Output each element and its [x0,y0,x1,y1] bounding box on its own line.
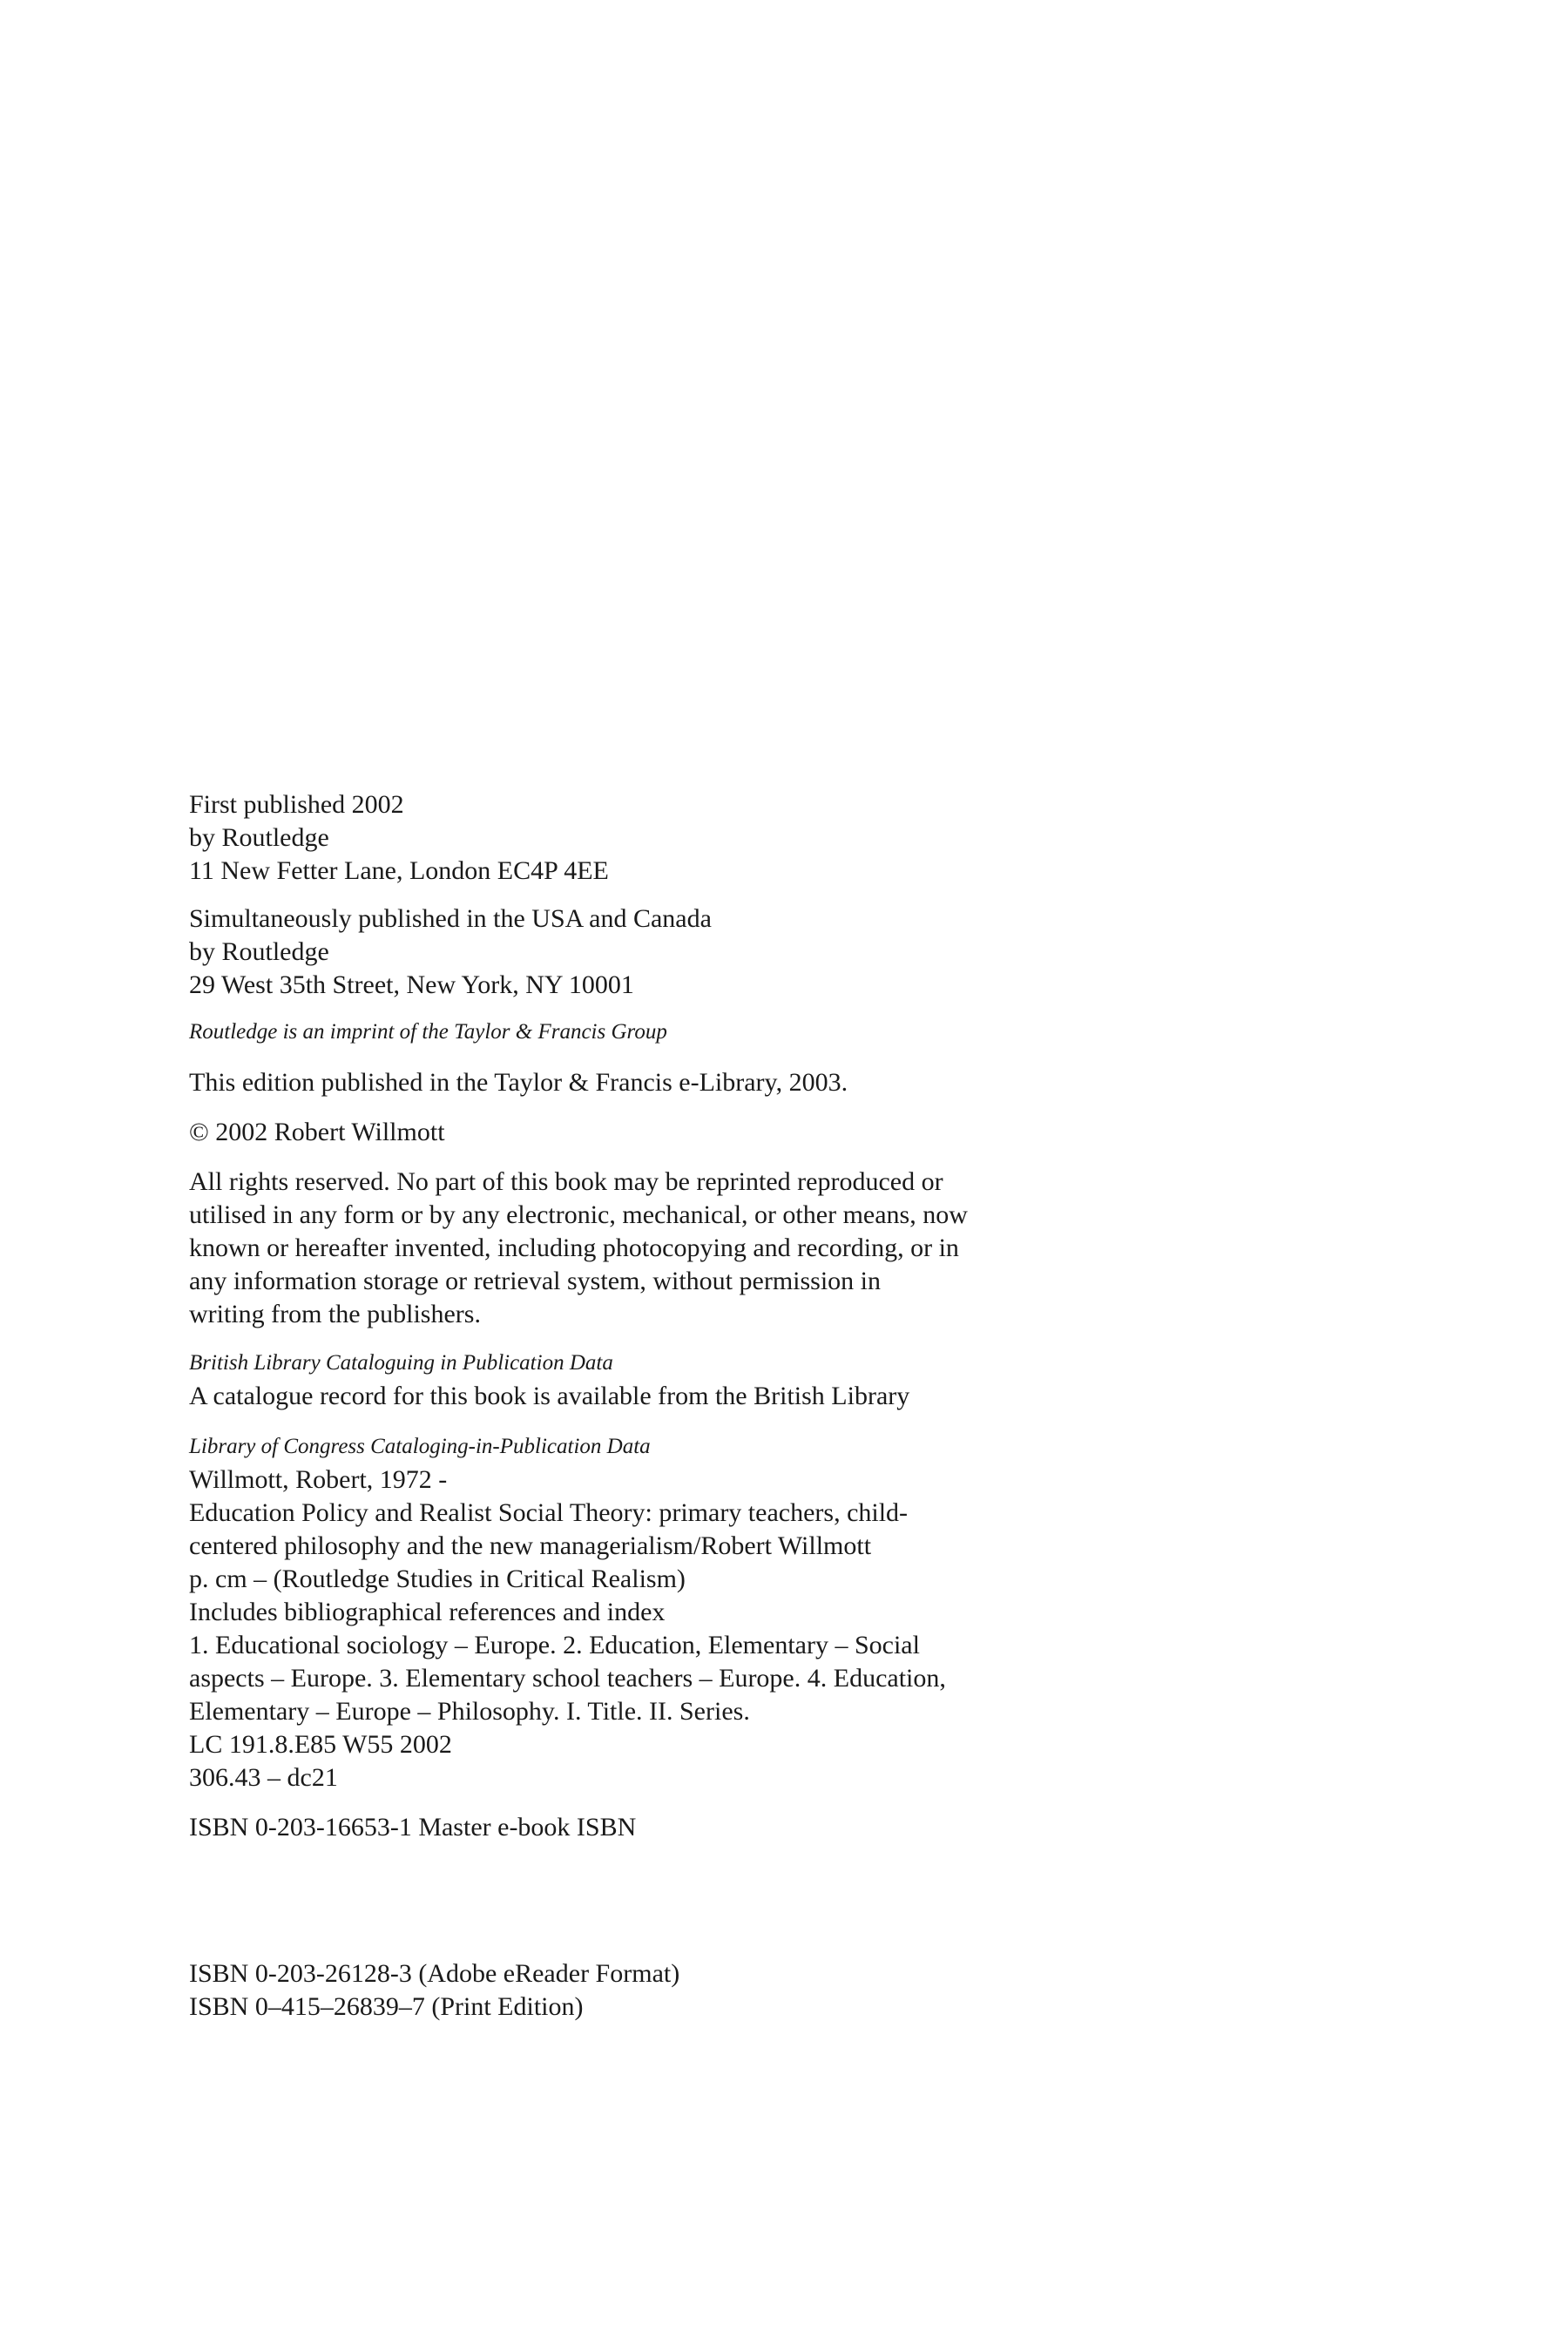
isbn-ereader-line: ISBN 0-203-26128-3 (Adobe eReader Format) [189,1959,680,1988]
cip-line: p. cm – (Routledge Studies in Critical Realism) [189,1565,686,1593]
library-of-congress-block [189,1430,1147,1794]
rights-block [189,1166,1147,1331]
usa-publisher-line: by Routledge [189,937,329,966]
cip-line: Elementary – Europe – Philosophy. I. Title. II. Series. [189,1697,750,1726]
london-address-line: 11 New Fetter Lane, London EC4P 4EE [189,856,609,885]
rights-line: writing from the publishers. [189,1300,481,1328]
publisher-line: by Routledge [189,823,329,852]
edition-note: This edition published in the Taylor & Francis e-Library, 2003. [189,1068,848,1097]
cip-line: Willmott, Robert, 1972 - [189,1465,448,1494]
cip-line: centered philosophy and the new managerialism/Robert Willmott [189,1531,872,1560]
rights-line: any information storage or retrieval system, without permission in [189,1267,882,1295]
british-library-heading: British Library Cataloguing in Publication Data [189,1351,613,1375]
isbn-master-line: ISBN 0-203-16653-1 Master e-book ISBN [189,1813,637,1842]
isbn-print-line: ISBN 0–415–26839–7 (Print Edition) [189,1992,584,2021]
cip-line: 1. Educational sociology – Europe. 2. Education, Elementary – Social [189,1631,920,1659]
new-york-address-line: 29 West 35th Street, New York, NY 10001 [189,970,634,999]
first-published-line: First published 2002 [189,790,404,819]
usa-canada-block [189,902,1147,1002]
isbn-master-block [189,1811,1147,1844]
copyright-line: © 2002 Robert Willmott [189,1118,445,1146]
cip-line: Includes bibliographical references and index [189,1598,666,1626]
rights-line: known or hereafter invented, including photocopying and recording, or in [189,1233,959,1262]
first-published-block [189,788,1147,888]
rights-line: All rights reserved. No part of this book may be reprinted reproduced or [189,1167,943,1196]
edition-note-block [189,1066,1147,1099]
cip-line: 306.43 – dc21 [189,1763,338,1792]
imprint-note-block [189,1016,1147,1049]
british-library-text: A catalogue record for this book is available from the British Library [189,1382,910,1410]
british-library-block [189,1347,1147,1413]
isbn-other-block [189,1957,1147,2024]
cip-line: Education Policy and Realist Social Theory: primary teachers, child- [189,1498,909,1527]
cip-line: aspects – Europe. 3. Elementary school teachers – Europe. 4. Education, [189,1664,946,1693]
library-of-congress-heading: Library of Congress Cataloging-in-Publication Data [189,1435,651,1458]
cip-line: LC 191.8.E85 W55 2002 [189,1730,452,1759]
simultaneous-publication-line: Simultaneously published in the USA and Canada [189,904,712,933]
copyright-block [189,1116,1147,1149]
rights-line: utilised in any form or by any electronic, mechanical, or other means, now [189,1200,968,1229]
imprint-note: Routledge is an imprint of the Taylor & Francis Group [189,1020,667,1044]
